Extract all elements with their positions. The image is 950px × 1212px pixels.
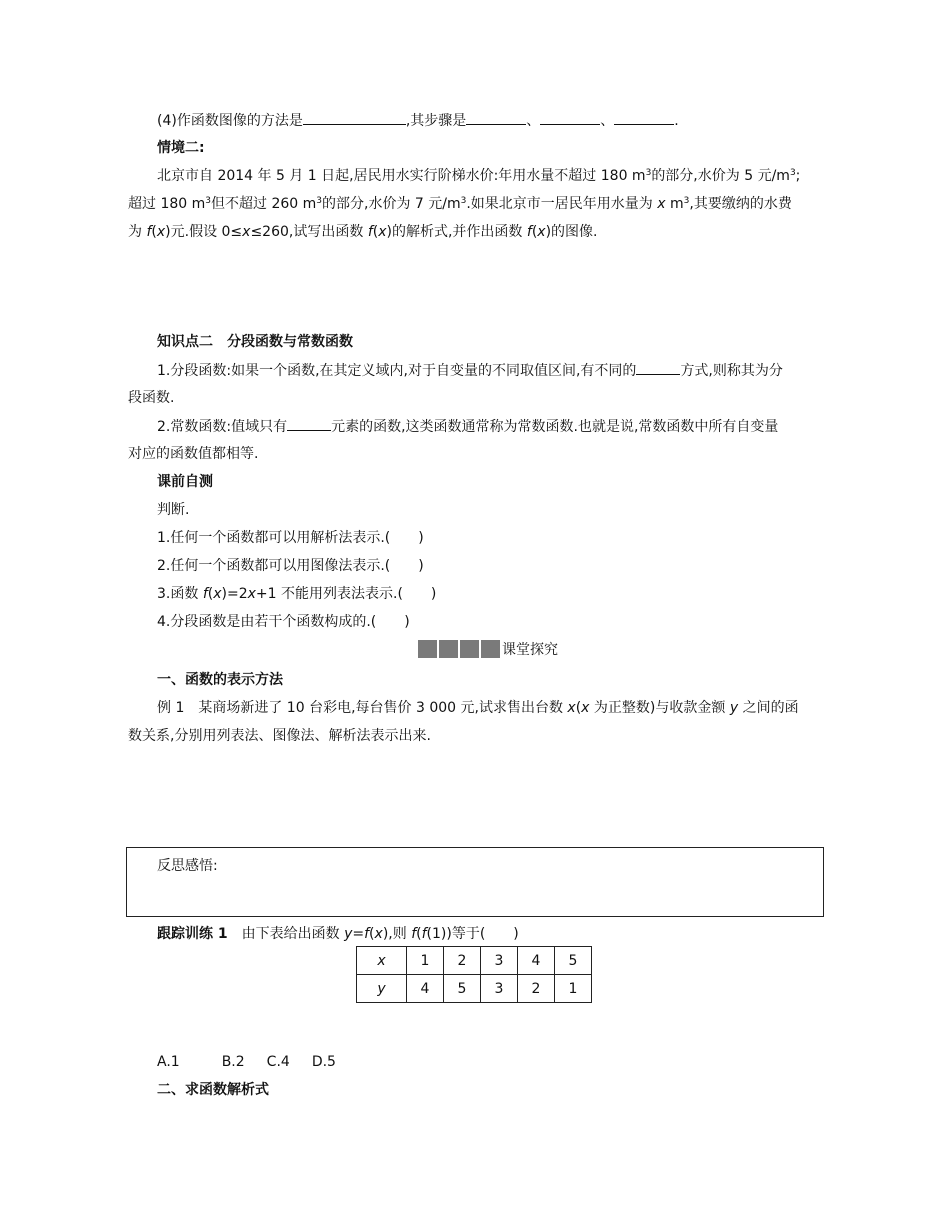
- kp2-item-2: 2.常数函数:值域只有 元素的函数,这类函数通常称为常数函数.也就是说,常数函数中所有自变量: [157, 419, 779, 435]
- scenario-2-title: 情境二:: [157, 140, 205, 156]
- blank: [287, 417, 331, 431]
- knowledge-point-2-title: 知识点二 分段函数与常数函数: [157, 334, 353, 350]
- kp2-item-1: 1.分段函数:如果一个函数,在其定义域内,对于自变量的不同取值区间,有不同的 方式,则称其为分: [157, 363, 783, 379]
- table-cell: 4: [518, 947, 555, 975]
- example-1-cont: 数关系,分别用列表法、图像法、解析法表示出来.: [128, 728, 431, 744]
- scenario-2-line-2: 超过 180 $m^3$但不超过 260 $m^3$的部分,水价为 7 元$/m^3$.如果北京市一居民年用水量为 x $m^3$,其要缴纳的水费: [128, 196, 792, 212]
- table-row: [357, 975, 592, 1003]
- option-d: D.5: [311, 1054, 336, 1070]
- self-test-item-1: 1.任何一个函数都可以用解析法表示.( ): [157, 530, 424, 546]
- table-cell: 4: [407, 975, 444, 1003]
- function-table: [356, 946, 592, 1003]
- table-cell: 1: [555, 975, 592, 1003]
- scenario-2-line-3: 为 f(x)元.假设 0≤x≤260,试写出函数 f(x)的解析式,并作出函数 f(x)的图像.: [128, 224, 598, 240]
- kp2-item-1-cont: 段函数.: [128, 390, 175, 406]
- blank: [540, 111, 600, 125]
- option-c: C.4: [266, 1054, 290, 1070]
- scenario-2-line-1: 北京市自 2014 年 5 月 1 日起,居民用水实行阶梯水价:年用水量不超过 180 $m^3$的部分,水价为 5 元$/m^3$;: [157, 168, 801, 184]
- table-cell: 3: [481, 975, 518, 1003]
- table-cell: 5: [555, 947, 592, 975]
- self-test-title: 课前自测: [157, 474, 213, 490]
- question-4: (4)作函数图像的方法是 ,其步骤是 、 、 .: [157, 113, 679, 129]
- section-banner: [418, 639, 558, 659]
- blank: [303, 111, 406, 125]
- blank: [614, 111, 674, 125]
- self-test-item-2: 2.任何一个函数都可以用图像法表示.( ): [157, 558, 424, 574]
- table-cell: 2: [444, 947, 481, 975]
- banner-block: [439, 640, 458, 658]
- table-header-cell: x: [357, 947, 407, 975]
- banner-block: [481, 640, 500, 658]
- self-test-intro: 判断.: [157, 502, 190, 518]
- banner-block: [460, 640, 479, 658]
- example-1: 例 1 某商场新进了 10 台彩电,每台售价 3 000 元,试求售出台数 x(x 为正整数)与收款金额 y 之间的函: [157, 700, 799, 716]
- table-cell: 2: [518, 975, 555, 1003]
- banner-title: 课堂探究: [502, 642, 558, 658]
- banner-block: [418, 640, 437, 658]
- reflection-box: [126, 847, 824, 917]
- tracking-exercise-1: 跟踪训练 1 由下表给出函数 y=f(x),则 f(f(1))等于( ): [157, 926, 519, 942]
- kp2-item-2-cont: 对应的函数值都相等.: [128, 446, 259, 462]
- table-cell: 1: [407, 947, 444, 975]
- answer-options: [157, 1053, 824, 1071]
- section-2-title: 二、求函数解析式: [157, 1082, 269, 1098]
- section-1-title: 一、函数的表示方法: [157, 672, 283, 688]
- self-test-item-3: 3.函数 f(x)=2x+1 不能用列表法表示.( ): [157, 586, 437, 602]
- table-header-cell: y: [357, 975, 407, 1003]
- blank: [466, 111, 526, 125]
- option-a: A.1: [157, 1054, 180, 1070]
- table-cell: 5: [444, 975, 481, 1003]
- table-cell: 3: [481, 947, 518, 975]
- option-b: B.2: [221, 1054, 245, 1070]
- reflection-label: 反思感悟:: [157, 858, 218, 874]
- self-test-item-4: 4.分段函数是由若干个函数构成的.( ): [157, 614, 410, 630]
- table-row: [357, 947, 592, 975]
- blank: [636, 361, 680, 375]
